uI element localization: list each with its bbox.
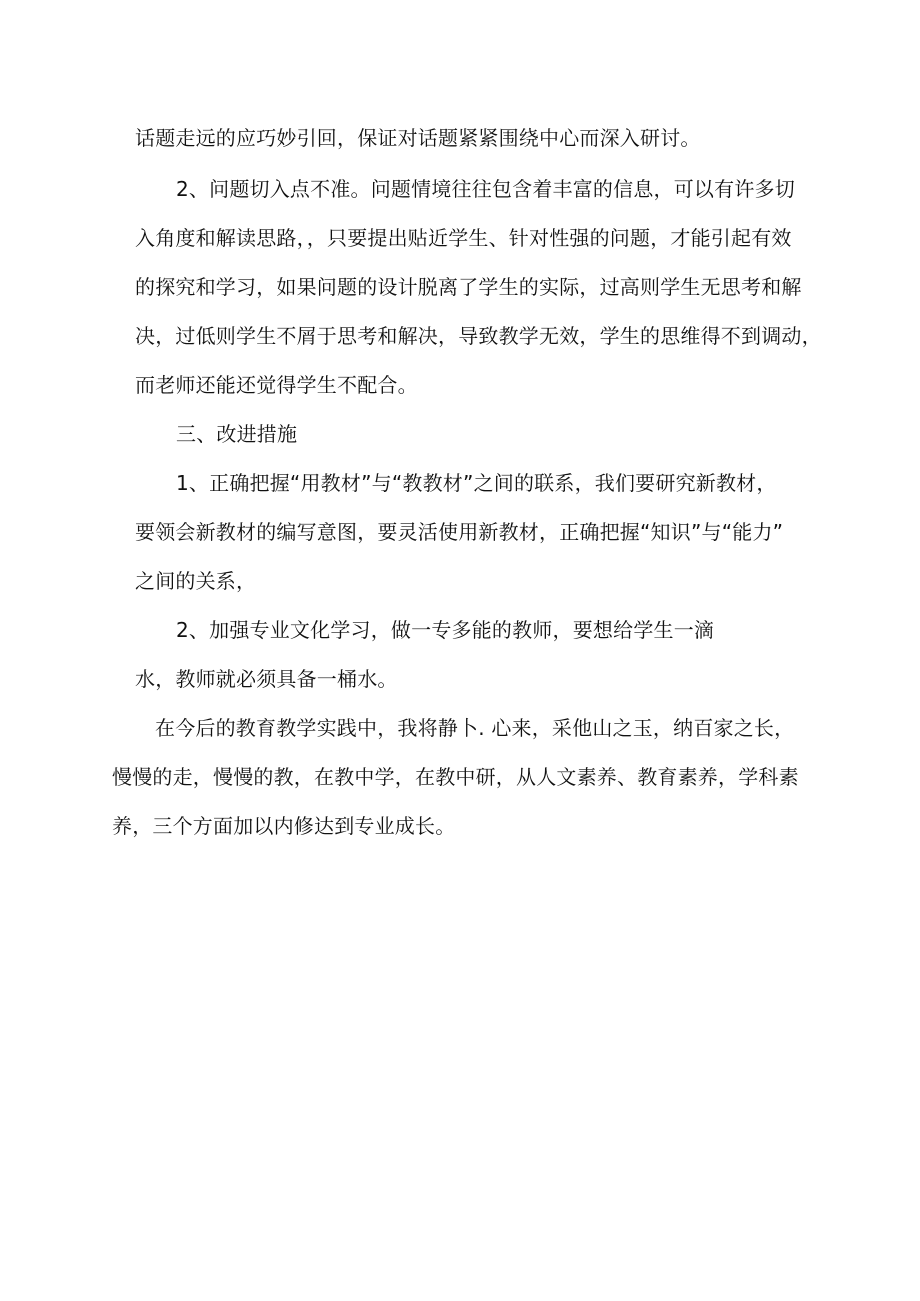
- section-heading: 三、改进措施: [176, 422, 298, 446]
- text-line: 话题走远的应巧妙引回，保证对话题紧紧围绕中心而深入研讨。: [135, 126, 701, 150]
- text-line: 要领会新教材的编写意图，要灵活使用新教材，正确把握“知识”与“能力”: [135, 520, 784, 544]
- text-line: 入角度和解读思路，，只要提出贴近学生、针对性强的问题，才能引起有效: [135, 226, 792, 250]
- text-line: 2、问题切入点不准。问题情境往往包含着丰富的信息，可以有许多切: [176, 177, 795, 201]
- text-line: 而老师还能还觉得学生不配合。: [135, 373, 418, 397]
- text-line: 在今后的教育教学实践中，我将静卜. 心来，采他山之玉，纳百家之长，: [155, 716, 795, 740]
- text-line: 水，教师就必须具备一桶水。: [135, 667, 398, 691]
- text-line: 决，过低则学生不屑于思考和解决，导致教学无效，学生的思维得不到调动，: [135, 324, 822, 348]
- text-line: 慢慢的走，慢慢的教，在教中学，在教中研，从人文素养、教育素养，学科素: [112, 765, 799, 789]
- text-line: 的探究和学习，如果问题的设计脱离了学生的实际，过高则学生无思考和解: [135, 275, 802, 299]
- text-line: 之间的关系，: [135, 569, 257, 593]
- text-line: 1、正确把握“用教材”与“教教材”之间的联系，我们要研究新教材，: [176, 471, 777, 495]
- text-line: 2、加强专业文化学习，做一专多能的教师，要想给学生一滴: [176, 618, 715, 642]
- text-line: 养，三个方面加以内修达到专业成长。: [112, 814, 456, 838]
